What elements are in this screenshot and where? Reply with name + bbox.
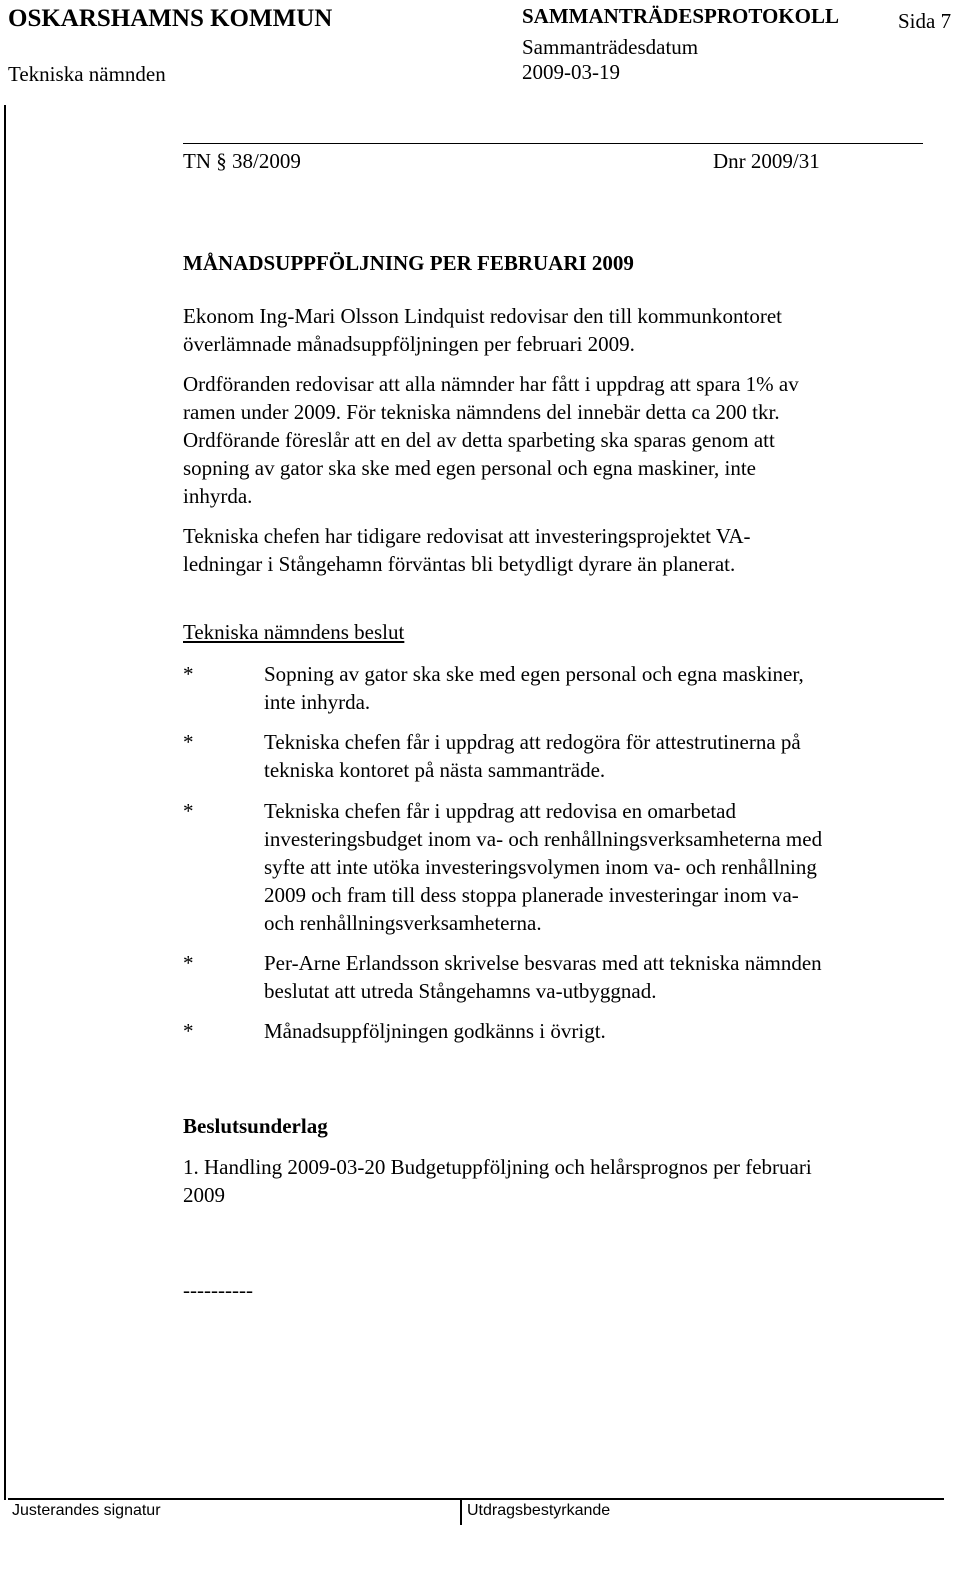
paragraph-1 bbox=[183, 302, 782, 358]
text-line: sopning av gator ska ske med egen personal och egna maskiner, inte bbox=[183, 456, 756, 480]
text-line: 1. Handling 2009-03-20 Budgetuppföljning och helårsprognos per februari bbox=[183, 1155, 812, 1179]
decision-heading: Tekniska nämndens beslut bbox=[183, 620, 405, 644]
bullet-marker: * bbox=[183, 799, 194, 823]
text-line: överlämnade månadsuppföljningen per februari 2009. bbox=[183, 332, 635, 356]
paragraph-2 bbox=[183, 370, 799, 510]
text-line: beslutat att utreda Stångehamns va-utbyggnad. bbox=[264, 979, 657, 1003]
left-margin-rule bbox=[4, 105, 6, 1500]
date-label: Sammanträdesdatum bbox=[522, 35, 699, 59]
footer-rule-right bbox=[460, 1498, 944, 1500]
page-number: Sida 7 bbox=[898, 9, 952, 33]
header-rule bbox=[183, 143, 923, 144]
document-type: SAMMANTRÄDESPROTOKOLL bbox=[522, 4, 839, 28]
text-line: 2009 bbox=[183, 1183, 225, 1207]
municipality-name: OSKARSHAMNS KOMMUN bbox=[8, 5, 333, 32]
text-line: Tekniska chefen får i uppdrag att redogöra för attestrutinerna på bbox=[264, 730, 801, 754]
paragraph-3 bbox=[183, 522, 751, 578]
bullet-marker: * bbox=[183, 730, 194, 754]
text-line: Månadsuppföljningen godkänns i övrigt. bbox=[264, 1019, 606, 1043]
text-line: syfte att inte utöka investeringsvolymen inom va- och renhållning bbox=[264, 855, 817, 879]
text-line: Tekniska chefen har tidigare redovisat att investeringsprojektet VA- bbox=[183, 524, 751, 548]
meeting-date: 2009-03-19 bbox=[522, 60, 620, 84]
case-number: TN § 38/2009 bbox=[183, 149, 301, 173]
text-line: Sopning av gator ska ske med egen personal och egna maskiner, bbox=[264, 662, 804, 686]
text-line: Ordförande föreslår att en del av detta sparbeting ska sparas genom att bbox=[183, 428, 775, 452]
case-title: MÅNADSUPPFÖLJNING PER FEBRUARI 2009 bbox=[183, 251, 634, 275]
bullet-marker: * bbox=[183, 951, 194, 975]
text-line: 2009 och fram till dess stoppa planerade investeringar inom va- bbox=[264, 883, 799, 907]
dnr: Dnr 2009/31 bbox=[713, 149, 820, 173]
signature-label: Justerandes signatur bbox=[12, 1502, 161, 1519]
footer-rule-left bbox=[8, 1498, 460, 1500]
text-line: Ekonom Ing-Mari Olsson Lindquist redovisar den till kommunkontoret bbox=[183, 304, 783, 328]
text-line: Per-Arne Erlandsson skrivelse besvaras med att tekniska nämnden bbox=[264, 951, 822, 975]
basis-heading: Beslutsunderlag bbox=[183, 1114, 328, 1138]
text-line: inhyrda. bbox=[183, 484, 253, 508]
certification-label: Utdragsbestyrkande bbox=[467, 1502, 611, 1519]
footer-divider bbox=[460, 1498, 462, 1525]
text-line: och renhållningsverksamheterna. bbox=[264, 911, 542, 935]
text-line: ledningar i Stångehamn förväntas bli betydligt dyrare än planerat. bbox=[183, 552, 736, 576]
text-line: tekniska kontoret på nästa sammanträde. bbox=[264, 758, 606, 782]
basis-list bbox=[183, 1153, 812, 1209]
text-line: ramen under 2009. För tekniska nämndens del innebär detta ca 200 tkr. bbox=[183, 400, 780, 424]
bullet-marker: * bbox=[183, 662, 194, 686]
text-line: inte inhyrda. bbox=[264, 690, 371, 714]
separator-dashes: ---------- bbox=[183, 1278, 253, 1302]
text-line: Ordföranden redovisar att alla nämnder har fått i uppdrag att spara 1% av bbox=[183, 372, 799, 396]
text-line: Tekniska chefen får i uppdrag att redovisa en omarbetad bbox=[264, 799, 736, 823]
bullet-marker: * bbox=[183, 1019, 194, 1043]
text-line: investeringsbudget inom va- och renhållningsverksamheterna med bbox=[264, 827, 823, 851]
committee-name: Tekniska nämnden bbox=[8, 62, 166, 86]
